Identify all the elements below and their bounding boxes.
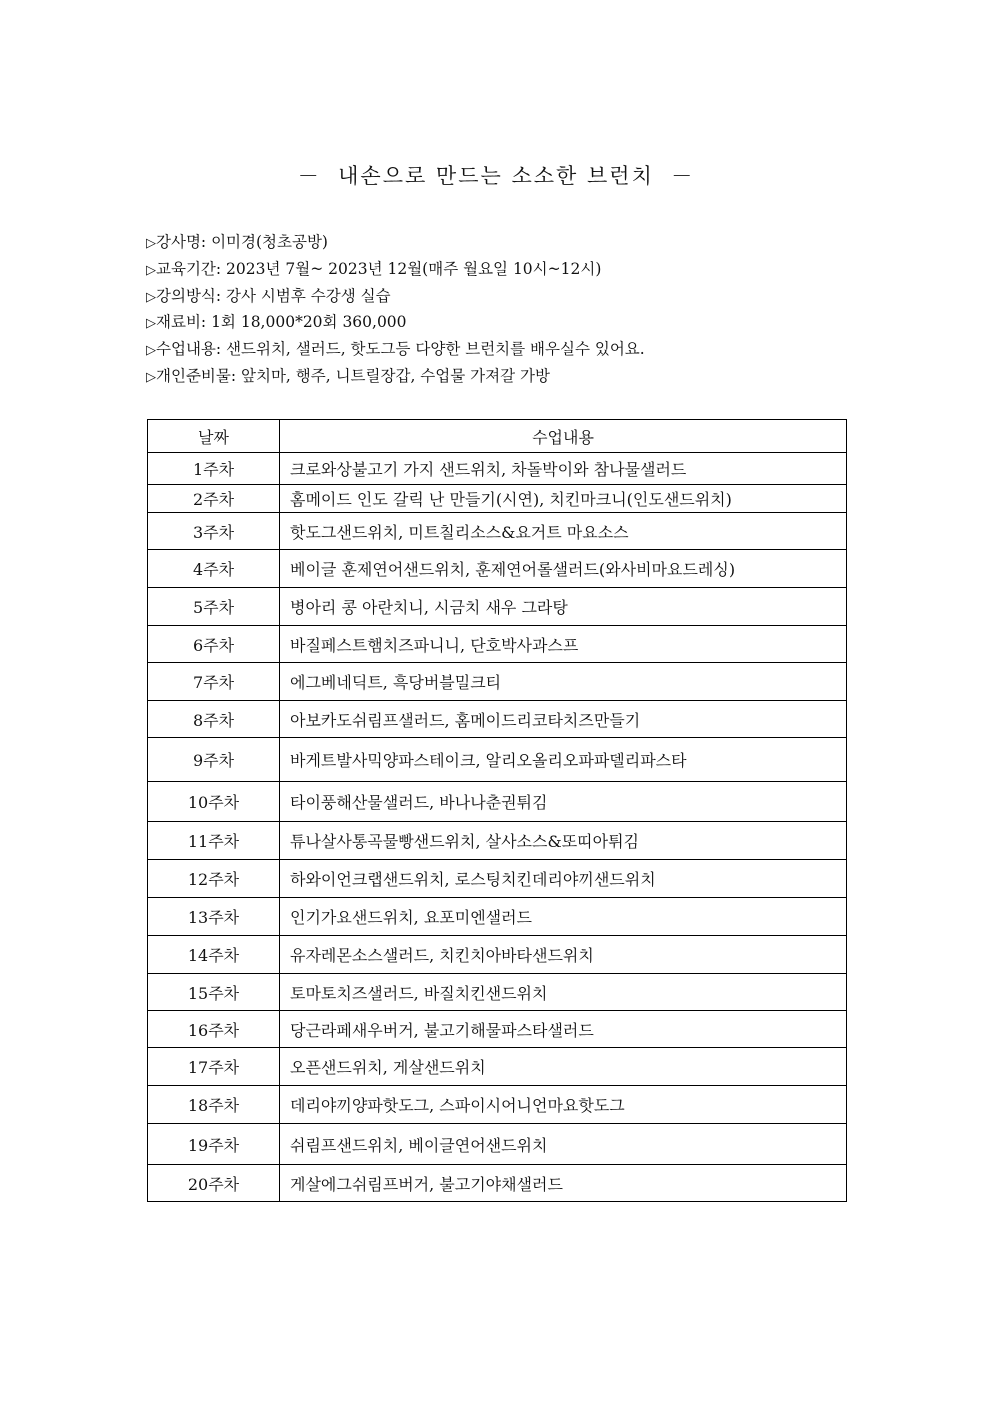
content-cell: 토마토치즈샐러드, 바질치킨샌드위치 (280, 974, 847, 1011)
content-cell: 핫도그샌드위치, 미트칠리소스&요거트 마요소스 (280, 513, 847, 550)
table-row (148, 898, 847, 936)
table-row (148, 626, 847, 663)
content-cell: 튜나살사통곡물빵샌드위치, 살사소스&또띠아튀김 (280, 822, 847, 860)
table-row (148, 1124, 847, 1165)
triangle-icon: ▷ (146, 343, 156, 359)
content-cell: 바게트발사믹양파스테이크, 알리오올리오파파델리파스타 (280, 738, 847, 782)
content-cell: 쉬림프샌드위치, 베이글연어샌드위치 (280, 1124, 847, 1165)
week-cell: 19주차 (148, 1124, 280, 1165)
table-row (148, 550, 847, 588)
course-info (146, 229, 866, 390)
info-content (146, 336, 866, 363)
info-instructor (146, 229, 866, 256)
table-row (148, 1011, 847, 1048)
content-cell: 아보카도쉬림프샐러드, 홈메이드리코타치즈만들기 (280, 701, 847, 738)
content-cell: 베이글 훈제연어샌드위치, 훈제연어롤샐러드(와사비마요드레싱) (280, 550, 847, 588)
triangle-icon: ▷ (146, 236, 156, 251)
content-cell: 병아리 콩 아란치니, 시금치 새우 그라탕 (280, 588, 847, 626)
week-cell: 5주차 (148, 588, 280, 626)
content-cell: 당근라페새우버거, 불고기해물파스타샐러드 (280, 1011, 847, 1048)
table-row (148, 1048, 847, 1086)
content-cell: 타이풍해산물샐러드, 바나나춘권튀김 (280, 782, 847, 822)
content-cell: 바질페스트햄치즈파니니, 단호박사과스프 (280, 626, 847, 663)
triangle-icon: ▷ (146, 289, 156, 305)
week-cell: 13주차 (148, 898, 280, 936)
content-cell: 게살에그쉬림프버거, 불고기야채샐러드 (280, 1165, 847, 1202)
week-cell: 17주차 (148, 1048, 280, 1086)
content-cell: 유자레몬소스샐러드, 치킨치아바타샌드위치 (280, 936, 847, 974)
table-row (148, 513, 847, 550)
document-title: － 내손으로 만드는 소소한 브런치 － (297, 164, 695, 188)
week-cell: 1주차 (148, 453, 280, 485)
header-date: 날짜 (148, 420, 280, 453)
content-cell: 크로와상불고기 가지 샌드위치, 차돌박이와 참나물샐러드 (280, 453, 847, 485)
week-cell: 6주차 (148, 626, 280, 663)
week-cell: 3주차 (148, 513, 280, 550)
content-cell: 인기가요샌드위치, 요포미엔샐러드 (280, 898, 847, 936)
week-cell: 4주차 (148, 550, 280, 588)
info-text: 교육기간: 2023년 7월~ 2023년 12월(매주 월요일 10시~12시) (156, 259, 602, 278)
info-text: 강의방식: 강사 시범후 수강생 실습 (156, 286, 391, 305)
table-row (148, 936, 847, 974)
week-cell: 12주차 (148, 860, 280, 898)
content-cell: 오픈샌드위치, 게살샌드위치 (280, 1048, 847, 1086)
content-cell: 데리야끼양파핫도그, 스파이시어니언마요핫도그 (280, 1086, 847, 1124)
content-cell: 에그베네딕트, 흑당버블밀크티 (280, 663, 847, 701)
header-content: 수업내용 (280, 420, 847, 453)
info-text: 재료비: 1회 18,000*20회 360,000 (156, 313, 407, 332)
week-cell: 14주차 (148, 936, 280, 974)
week-cell: 8주차 (148, 701, 280, 738)
table-row (148, 822, 847, 860)
content-cell: 하와이언크랩샌드위치, 로스팅치킨데리야끼샌드위치 (280, 860, 847, 898)
triangle-icon: ▷ (146, 369, 156, 385)
triangle-icon: ▷ (146, 262, 156, 278)
info-method (146, 283, 866, 310)
table-row (148, 485, 847, 513)
week-cell: 10주차 (148, 782, 280, 822)
info-period (146, 256, 866, 283)
week-cell: 7주차 (148, 663, 280, 701)
week-cell: 2주차 (148, 485, 280, 513)
info-text: 수업내용: 샌드위치, 샐러드, 핫도그등 다양한 브런치를 배우실수 있어요. (156, 340, 645, 359)
schedule-table (147, 419, 847, 1202)
table-row (148, 1086, 847, 1124)
info-material-fee (146, 309, 866, 336)
week-cell: 15주차 (148, 974, 280, 1011)
table-row (148, 453, 847, 485)
week-cell: 16주차 (148, 1011, 280, 1048)
week-cell: 9주차 (148, 738, 280, 782)
table-row (148, 782, 847, 822)
table-row (148, 663, 847, 701)
info-text: 강사명: 이미경(청초공방) (156, 233, 328, 251)
table-row (148, 701, 847, 738)
info-text: 개인준비물: 앞치마, 행주, 니트릴장갑, 수업물 가져갈 가방 (156, 366, 550, 385)
table-row (148, 588, 847, 626)
table-header-row (148, 420, 847, 453)
table-row (148, 860, 847, 898)
table-row (148, 974, 847, 1011)
table-row (148, 1165, 847, 1202)
triangle-icon: ▷ (146, 316, 156, 332)
week-cell: 11주차 (148, 822, 280, 860)
info-supplies (146, 363, 866, 390)
week-cell: 20주차 (148, 1165, 280, 1202)
table-row (148, 738, 847, 782)
content-cell: 홈메이드 인도 갈릭 난 만들기(시연), 치킨마크니(인도샌드위치) (280, 485, 847, 513)
week-cell: 18주차 (148, 1086, 280, 1124)
